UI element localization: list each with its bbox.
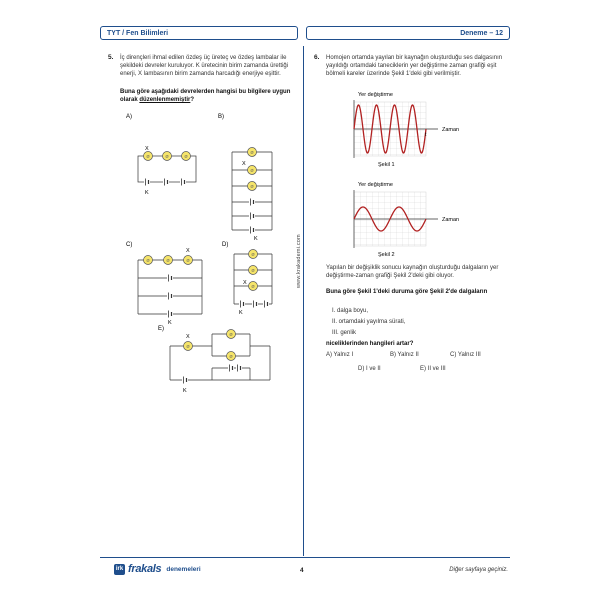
q6-stem: Homojen ortamda yayılan bir kaynağın oluşturduğu ses dalgasının yayıldığı ortamdaki taneciklerin yer değiştirme zaman grafiği eşit bölmeli kareler üzerinde Şekil 1'deki gibi verilmiştir.: [326, 55, 503, 77]
marker-x: X: [186, 248, 190, 254]
lamp: [249, 266, 258, 275]
lamp-x: [248, 166, 257, 175]
watermark: www.krakademi.com: [296, 234, 302, 288]
q6-item-1: I. dalga boyu,: [332, 308, 369, 314]
q5-number: 5.: [108, 54, 114, 61]
lamp: [227, 352, 236, 361]
label-e: E): [158, 326, 164, 332]
page-number: 4: [300, 567, 304, 574]
circuit-e: [170, 334, 270, 380]
marker-k: K: [254, 236, 258, 242]
lamp: [163, 152, 172, 161]
graph1-tick: t: [425, 132, 427, 138]
option-b[interactable]: B) Yalnız II: [390, 352, 419, 358]
lamp-x: [184, 256, 193, 265]
option-d[interactable]: D) I ve II: [358, 366, 381, 372]
column-divider: [303, 46, 304, 556]
q6-question: Buna göre Şekil 1'deki duruma göre Şekil 2'de dalgaların: [326, 289, 488, 295]
q5-question-c: ?: [190, 97, 195, 103]
lamp: [248, 182, 257, 191]
graph1-caption: Şekil 1: [378, 162, 395, 168]
lamp: [182, 152, 191, 161]
lamp-x: [184, 342, 193, 351]
graph1-xlabel: Zaman: [442, 127, 460, 133]
header-exam: Deneme – 12: [306, 26, 510, 40]
logo-brand: frakals: [128, 563, 162, 575]
label-b: B): [218, 114, 224, 120]
lamp-x: [144, 152, 153, 161]
marker-x: X: [145, 146, 149, 152]
marker-x: X: [243, 280, 247, 286]
q6-number: 6.: [314, 54, 320, 61]
lamp: [164, 256, 173, 265]
option-e[interactable]: E) II ve III: [420, 366, 446, 372]
next-page-note: Diğer sayfaya geçiniz.: [449, 567, 508, 573]
q6-item-3: III. genlik: [332, 330, 357, 336]
logo-mark: irk: [114, 564, 125, 575]
circuit-c: [138, 260, 202, 314]
label-c: C): [126, 242, 133, 248]
graph1-ylabel: Yer değiştirme: [358, 92, 393, 98]
graph2-caption: Şekil 2: [378, 252, 395, 258]
publisher-logo: [114, 563, 201, 575]
lamp: [227, 330, 236, 339]
marker-k: K: [239, 310, 243, 316]
option-a[interactable]: A) Yalnız I: [326, 352, 354, 358]
header-subject: TYT / Fen Bilimleri: [100, 26, 298, 40]
q5-circuits: @ A) X K B) X K C) X K D) X K E) X K: [100, 108, 300, 408]
lamp: [144, 256, 153, 265]
q5-question-a: Buna göre aşağıdaki devrelerden hangisi bu bilgilere uygun olarak: [120, 89, 291, 103]
q6-after: Yapılan bir değişiklik sonucu kaynağın oluşturduğu dalgaların yer değiştirme-zaman grafiği Şekil 2'deki gibi oluyor.: [326, 265, 499, 279]
marker-x: X: [242, 161, 246, 167]
q5-stem: İç dirençleri ihmal edilen özdeş üç üreteç ve özdeş lambalar ile şekildeki devreler kuruluyor. K üretecinin birim zamanda ürettiği enerji, X lambasının birim zamanda harcadığı enerjiye eşittir.: [120, 55, 289, 77]
marker-k: K: [145, 190, 149, 196]
label-a: A): [126, 114, 132, 120]
footer-line: [100, 557, 510, 558]
q6-question2: niceliklerinden hangileri artar?: [326, 341, 414, 347]
circuit-d: [234, 254, 272, 304]
q5-question-b: düzenlenmemiştir: [139, 97, 191, 103]
exam-page: [100, 26, 510, 578]
lamp: [249, 250, 258, 259]
graph2-ylabel: Yer değiştirme: [358, 182, 393, 188]
q6-graphs: [318, 88, 508, 288]
marker-x: X: [186, 334, 190, 340]
q6-item-2: II. ortamdaki yayılma sürati,: [332, 319, 406, 325]
graph2-xlabel: Zaman: [442, 217, 460, 223]
logo-sub: denemeleri: [166, 565, 201, 573]
marker-k: K: [183, 388, 187, 394]
q5-question: [120, 88, 298, 104]
lamp: [248, 148, 257, 157]
lamp-x: [249, 282, 258, 291]
option-c[interactable]: C) Yalnız III: [450, 352, 481, 358]
marker-k: K: [168, 320, 172, 326]
label-d: D): [222, 242, 229, 248]
